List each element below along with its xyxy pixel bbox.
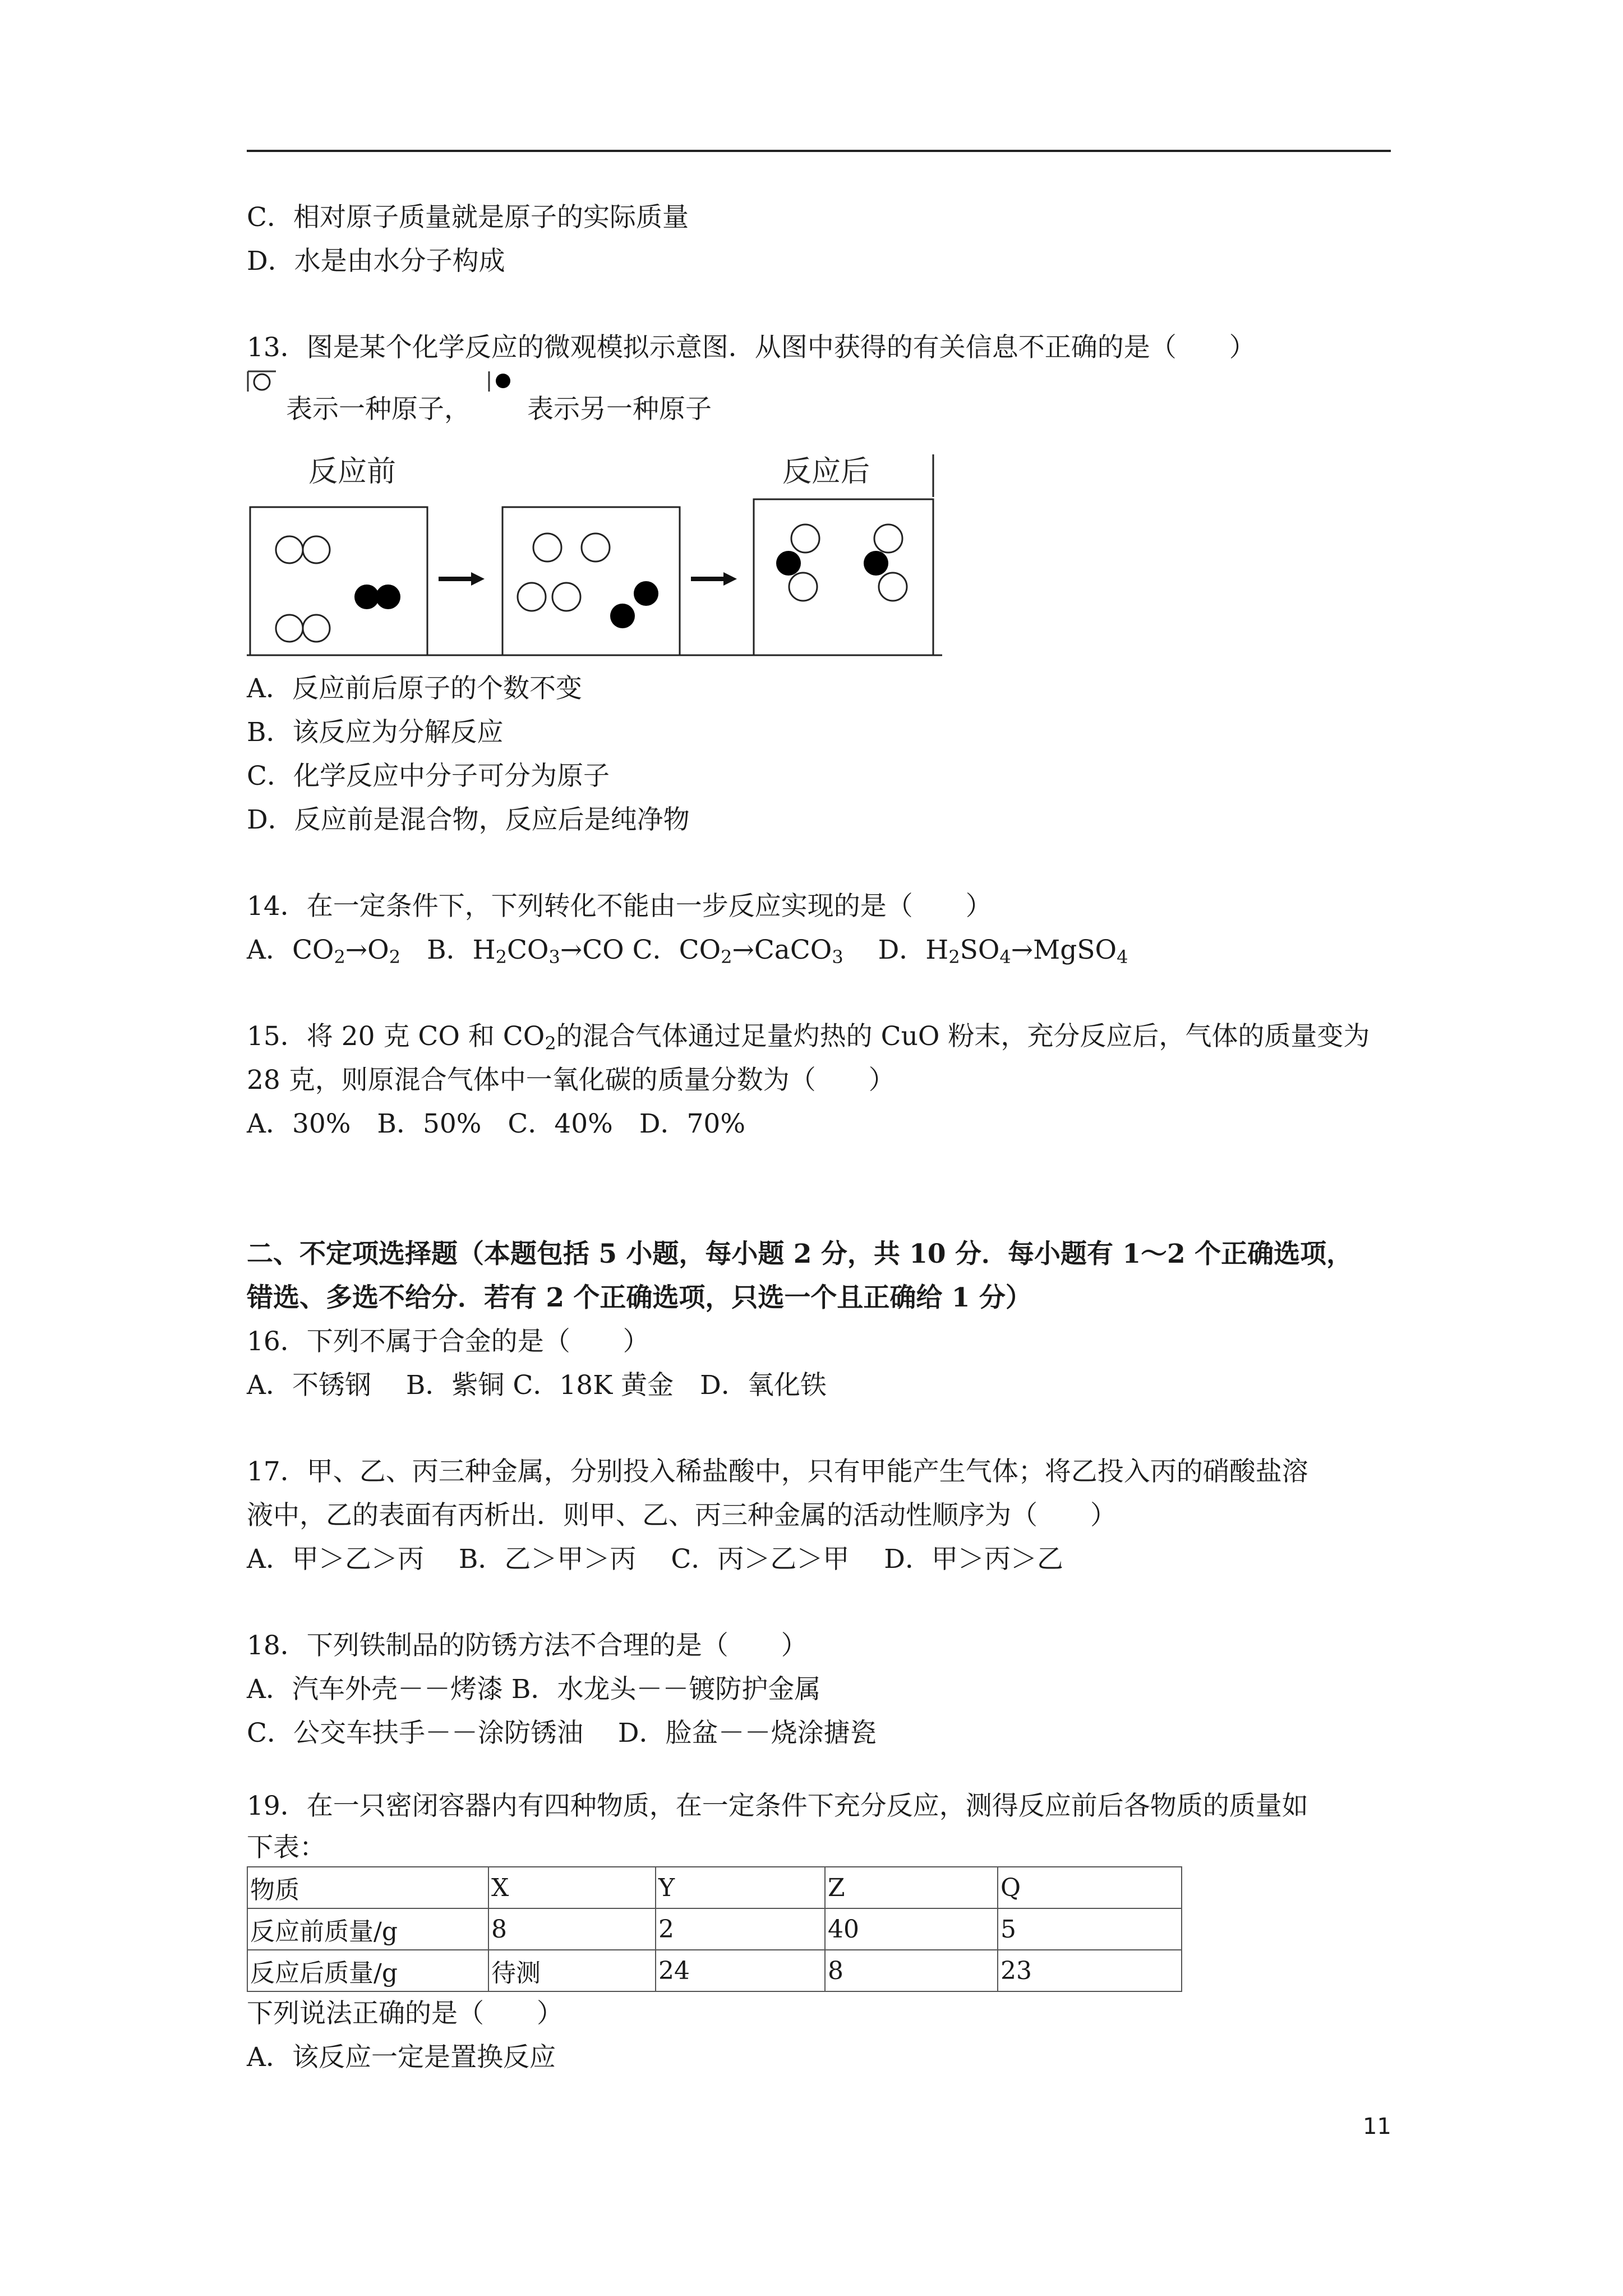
black-atom <box>376 585 400 609</box>
white-atom-legend-icon <box>247 370 277 393</box>
table-row: 物质 X Y Z Q <box>247 1867 1182 1908</box>
q15-options: A．30% B．50% C．40% D．70% <box>247 1108 745 1139</box>
q15-stem-line2: 28 克，则原混合气体中一氧化碳的质量分数为（ ） <box>247 1065 895 1096</box>
q18-options-ab: A．汽车外壳－－烤漆 B．水龙头－－镀防护金属 <box>247 1674 821 1705</box>
black-atom <box>634 581 658 606</box>
q18-options-cd: C．公交车扶手－－涂防锈油 D．脸盆－－烧涂搪瓷 <box>247 1718 877 1749</box>
q14-stem: 14．在一定条件下，下列转化不能由一步反应实现的是（ ） <box>247 891 992 922</box>
black-atom <box>864 551 888 576</box>
q19-option-a: A．该反应一定是置换反应 <box>247 2042 556 2073</box>
white-atom <box>303 536 330 563</box>
q12-option-d: D．水是由水分子构成 <box>247 246 505 277</box>
q17-stem-line2: 液中，乙的表面有丙析出．则甲、乙、丙三种金属的活动性顺序为（ ） <box>247 1500 1117 1531</box>
q19-stem-line2: 下表： <box>247 1832 326 1863</box>
q18-stem: 18．下列铁制品的防锈方法不合理的是（ ） <box>247 1630 808 1661</box>
white-atom <box>879 573 907 601</box>
q12-option-c: C．相对原子质量就是原子的实际质量 <box>247 202 689 233</box>
white-atom <box>303 615 330 642</box>
white-atom <box>582 533 610 562</box>
q19-stem-line1: 19．在一只密闭容器内有四种物质，在一定条件下充分反应，测得反应前后各物质的质量如 <box>247 1791 1308 1821</box>
white-atom <box>276 615 303 642</box>
q17-stem-line1: 17．甲、乙、丙三种金属，分别投入稀盐酸中，只有甲能产生气体；将乙投入丙的硝酸盐溶 <box>247 1456 1308 1487</box>
q13-option-b: B．该反应为分解反应 <box>247 717 504 748</box>
black-atom-legend-icon <box>488 370 518 393</box>
box-middle <box>502 507 680 655</box>
black-atom <box>354 585 379 609</box>
page-number: 11 <box>1363 2114 1391 2139</box>
q13-option-a: A．反应前后原子的个数不变 <box>247 673 582 704</box>
white-atom <box>789 573 817 601</box>
section-2-heading-line2: 错选、多选不给分．若有 2 个正确选项，只选一个且正确给 1 分） <box>247 1282 1032 1313</box>
q16-stem: 16．下列不属于合金的是（ ） <box>247 1326 649 1357</box>
table-row: 反应后质量/g 待测 24 8 23 <box>247 1950 1182 1991</box>
q19-mass-table <box>247 1866 1182 1992</box>
reaction-diagram <box>247 449 942 662</box>
header-rule <box>247 150 1391 152</box>
q13-option-d: D．反应前是混合物，反应后是纯净物 <box>247 804 690 835</box>
white-atom <box>533 533 561 562</box>
label-after: 反应后 <box>782 455 870 489</box>
q13-stem: 13．图是某个化学反应的微观模拟示意图．从图中获得的有关信息不正确的是（ ） <box>247 332 1256 363</box>
legend-black-text: 表示另一种原子 <box>527 394 712 425</box>
black-atom <box>776 551 801 576</box>
q15-stem-line1: 15．将 20 克 CO 和 $CO_2$的混合气体通过足量灼热的 CuO 粉末，充分反应后，气体的质量变为 <box>247 1021 1370 1054</box>
section-2-heading-line1: 二、不定项选择题（本题包括 5 小题，每小题 2 分，共 10 分．每小题有 1～2 个正确选项， <box>247 1239 1353 1269</box>
legend-white-text: 表示一种原子， <box>286 394 471 425</box>
q19-question: 下列说法正确的是（ ） <box>247 1998 563 2029</box>
white-atom <box>874 524 902 553</box>
white-atom <box>518 583 546 611</box>
white-atom <box>552 583 580 611</box>
q16-options: A．不锈钢 B．紫铜 C．18K 黄金 D．氧化铁 <box>247 1370 827 1401</box>
q17-options: A．甲＞乙＞丙 B．乙＞甲＞丙 C．丙＞乙＞甲 D．甲＞丙＞乙 <box>247 1544 1063 1575</box>
q14-options: A．$CO_2\to O_2$ B．$H_2CO_3\to CO$ C．$CO_2\to CaCO_3$ D．$H_2SO_4\to MgSO_4$ <box>247 935 1128 968</box>
box-after <box>754 499 933 655</box>
white-atom <box>276 536 303 563</box>
q13-option-c: C．化学反应中分子可分为原子 <box>247 761 610 792</box>
black-atom <box>610 604 635 628</box>
table-row: 反应前质量/g 8 2 40 5 <box>247 1908 1182 1950</box>
white-atom <box>791 524 819 553</box>
label-before: 反应前 <box>308 455 396 489</box>
